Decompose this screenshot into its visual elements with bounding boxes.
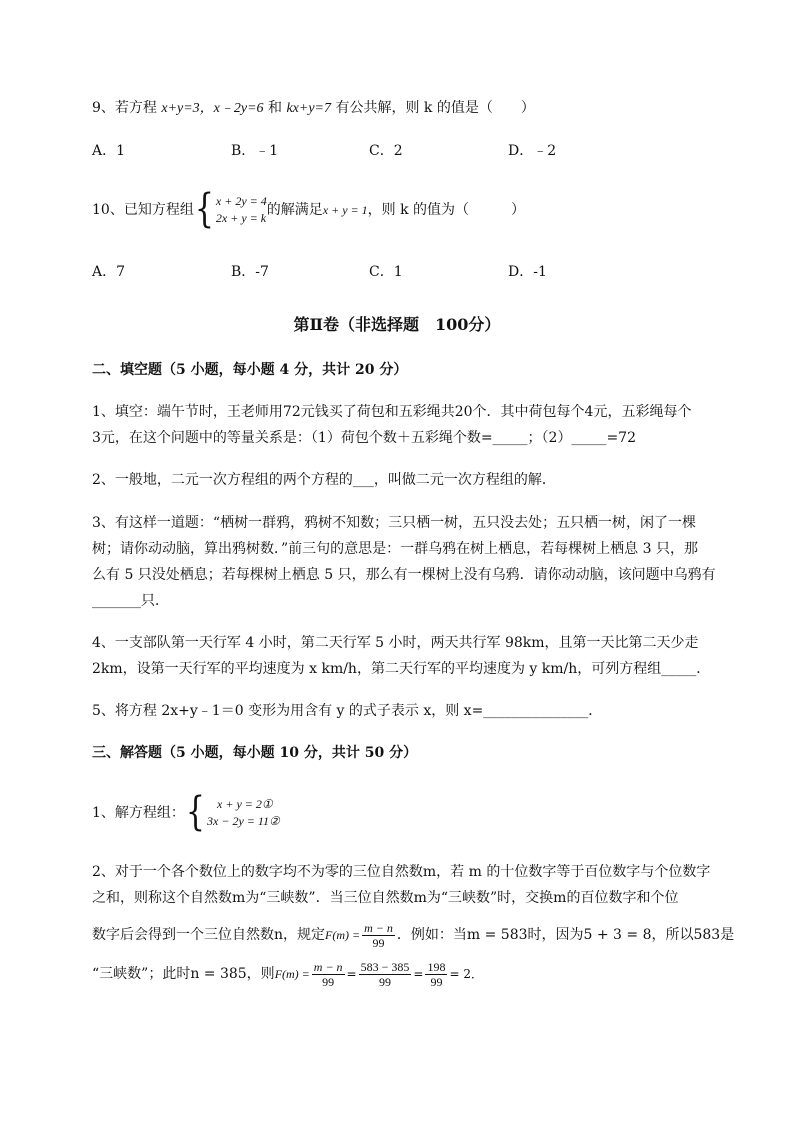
s2-q3-line4: _______只．: [92, 593, 169, 609]
s2-q2: 2、一般地，二元一次方程组的两个方程的___，叫做二元一次方程组的解．: [92, 472, 556, 488]
s3-q2-line4-fraction-2: [359, 960, 412, 989]
fraction-numerator: 583 − 385: [360, 959, 410, 974]
equals-sign: =: [413, 967, 424, 981]
q9-mid: 和: [263, 100, 287, 116]
q9-option-b: B．﹣1: [231, 143, 279, 159]
fraction-denominator: 99: [430, 974, 443, 989]
s2-q5: 5、将方程 2x+y﹣1＝0 变形为用含有 y 的式子表示 x，则 x=_______________．: [92, 703, 603, 719]
q10-system: [216, 193, 267, 227]
section-3-heading: 三、解答题（5 小题，每小题 10 分，共计 50 分）: [92, 745, 418, 761]
q9-option-c: C．2: [369, 143, 403, 159]
s3-q2-line4-fraction-1: [312, 960, 345, 989]
fraction-denominator: 99: [322, 974, 335, 989]
q10-option-b: B．-7: [231, 264, 269, 280]
q10-suffix: ，则 k 的值为（ ）: [367, 202, 526, 218]
q10-condition: x + y = 1: [322, 203, 368, 217]
part-2-title: 第Ⅱ卷（非选择题 100分）: [293, 315, 501, 334]
s3-q2-line3: [92, 918, 734, 952]
s3-q1-system-line1: x + y = 2①: [217, 797, 273, 811]
s3-q2-line3-text: 数字后会得到一个三位自然数n，规定: [92, 927, 326, 943]
s2-q3-line3: 么有 5 只没处栖息；若每棵树上栖息 5 只，那么有一棵树上没有乌鸦．请你动动脑，该问题中乌鸦有: [92, 567, 716, 583]
s3-q2-line4: [92, 956, 483, 992]
s2-q4-line2: 2km，设第一天行军的平均速度为 x km/h，第二天行军的平均速度为 y km/h，可列方程组_____．: [92, 661, 711, 677]
q9-suffix: 有公共解，则 k 的值是（ ）: [331, 100, 535, 116]
q9-option-a: A．1: [92, 143, 126, 159]
s3-q2-line4-end: = 2．: [449, 967, 483, 981]
s3-q2-line4-text: “三峡数”；此时n = 385，则: [92, 966, 275, 982]
s3-q1-prefix: 1、解方程组：: [92, 805, 185, 821]
q10-option-c: C．1: [369, 264, 403, 280]
fraction-numerator: m − n: [364, 920, 393, 935]
question-9: [92, 98, 535, 119]
fraction-denominator: 99: [379, 974, 391, 989]
s2-q4-line1: 4、一支部队第一天行军 4 小时，第二天行军 5 小时，两天共行军 98km，且第一天比第二天少走: [92, 635, 699, 651]
equals-sign: =: [346, 967, 357, 981]
s3-q1-system: [207, 796, 280, 830]
s3-q2-line4-fm: F(m) =: [274, 967, 310, 981]
q9-eq1: x+y=3，x﹣2y=6: [161, 101, 264, 116]
s3-q2-line3-fm: F(m) =: [325, 928, 361, 942]
q10-system-line2: 2x + y = k: [215, 211, 267, 225]
s2-q1-line2: 3元，在这个问题中的等量关系是：（1）荷包个数＋五彩绳个数=_____；（2）_____=72: [92, 430, 636, 446]
q9-prefix: 9、若方程: [92, 100, 162, 116]
fraction-denominator: 99: [372, 935, 385, 950]
q10-brace: {: [194, 185, 214, 233]
s3-q1: [92, 788, 280, 836]
question-10: [92, 185, 526, 233]
q10-prefix: 10、已知方程组: [92, 202, 194, 218]
s3-q2-line4-fraction-3: [425, 960, 447, 989]
s2-q3-line1: 3、有这样一道题：“栖树一群鸦，鸦树不知数；三只栖一树，五只没去处；五只栖一树，闲了一棵: [92, 515, 697, 531]
section-2-heading: 二、填空题（5 小题，每小题 4 分，共计 20 分）: [92, 362, 408, 378]
s3-q1-system-line2: 3x − 2y = 11②: [207, 814, 280, 828]
s3-q2-line3-rest: ．例如：当m = 583时，因为5 + 3 = 8，所以583是: [396, 927, 735, 943]
q10-mid: 的解满足: [266, 202, 323, 218]
s3-q1-brace: {: [185, 788, 206, 836]
q10-option-d: D．-1: [508, 264, 547, 280]
q10-option-a: A．7: [92, 264, 126, 280]
q9-option-d: D．﹣2: [508, 143, 557, 159]
s3-q2-line2: 之和，则称这个自然数m为“三峡数”．当三位自然数m为“三峡数”时，交换m的百位数字和个位: [92, 890, 679, 906]
q10-system-line1: x + 2y = 4: [215, 194, 267, 208]
s2-q3-line2: 树；请你动动脑，算出鸦树数．”前三句的意思是：一群乌鸦在树上栖息，若每棵树上栖息 3 只，那: [92, 541, 698, 557]
s3-q2-line1: 2、对于一个各个数位上的数字均不为零的三位自然数m，若 m 的十位数字等于百位数字与个位数字: [92, 864, 711, 880]
s2-q1-line1: 1、填空：端午节时，王老师用72元钱买了荷包和五彩绳共20个．其中荷包每个4元，五彩绳每个: [92, 404, 692, 420]
q9-eq2: kx+y=7: [286, 101, 332, 116]
s3-q2-line3-fraction: [362, 921, 395, 950]
fraction-numerator: m − n: [313, 959, 343, 974]
fraction-numerator: 198: [427, 959, 446, 974]
